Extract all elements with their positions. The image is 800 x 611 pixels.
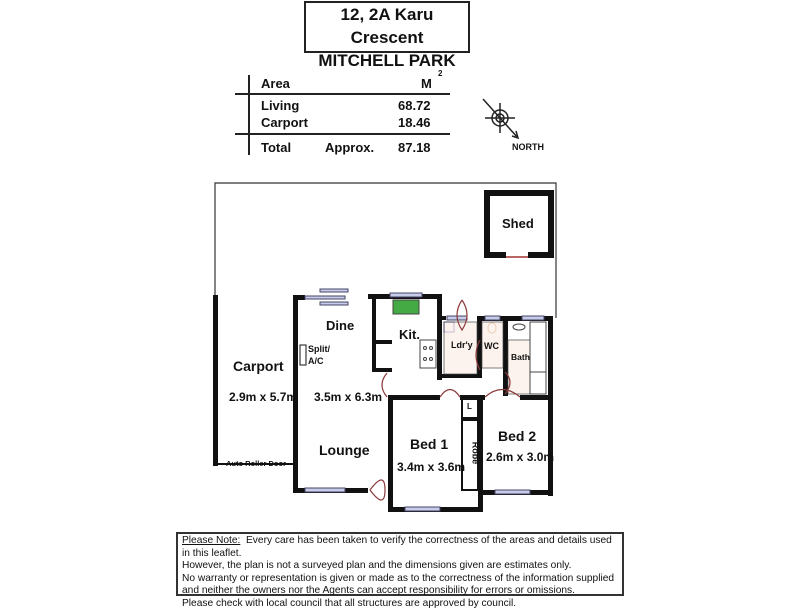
unit-superscript: 2 [438,69,443,78]
note-heading: Please Note: [182,535,241,546]
note-line-3: No warranty or representation is given or made as to the correctness of the information supplied [182,572,615,584]
room-shed: Shed [502,216,534,231]
room-bath: Bath [511,352,530,362]
room-wc: WC [484,341,499,351]
carport-label: Carport [261,115,308,130]
note-line-1: Every care has been taken to verify the correctness of the areas and details used in this leaflet. [182,535,612,559]
living-dimensions: 3.5m x 6.3m [314,390,383,404]
total-value: 87.18 [398,140,431,155]
note-line-4: and neither the owners nor the Agents can accept responsibility for errors or omissions. [182,585,575,597]
total-qualifier: Approx. [325,140,375,155]
room-carport: Carport [233,358,284,374]
split-ac-label: Split/ [308,344,330,354]
room-lounge: Lounge [319,442,370,458]
suburb: MITCHELL PARK [318,51,456,70]
room-dine: Dine [326,318,355,333]
bed-1-dimensions: 3.4m x 3.6m [397,460,466,474]
robe-label: Robe [470,441,481,465]
address: 12, 2A Karu Crescent [340,5,434,47]
room-laundry: Ldr'y [451,340,473,350]
linen-cupboard: L [467,402,472,411]
living-value: 68.72 [398,98,431,113]
split-ac-label-2: A/C [308,356,324,366]
area-header: Area [261,76,290,91]
carport-wall [213,295,218,466]
note-line-5: Please check with local council that all structures are approved by council. [182,597,517,609]
carport-value: 18.46 [398,115,431,130]
living-label: Living [261,98,300,113]
disclaimer-box [176,532,624,609]
unit-label: M [421,76,432,91]
compass-label: NORTH [512,142,544,152]
room-bed-1: Bed 1 [410,436,449,452]
note-line-2: However, the plan is not a surveyed plan and the dimensions given are estimates only. [182,560,572,572]
total-label: Total [261,140,292,155]
carport-dimensions: 2.9m x 5.7m [229,390,298,404]
roller-door-label: Auto Roller Door [226,459,286,468]
room-kitchen: Kit. [399,327,420,342]
room-bed-2: Bed 2 [498,428,537,444]
bed-2-dimensions: 2.6m x 3.0m [486,450,555,464]
north-compass-icon [483,99,518,138]
